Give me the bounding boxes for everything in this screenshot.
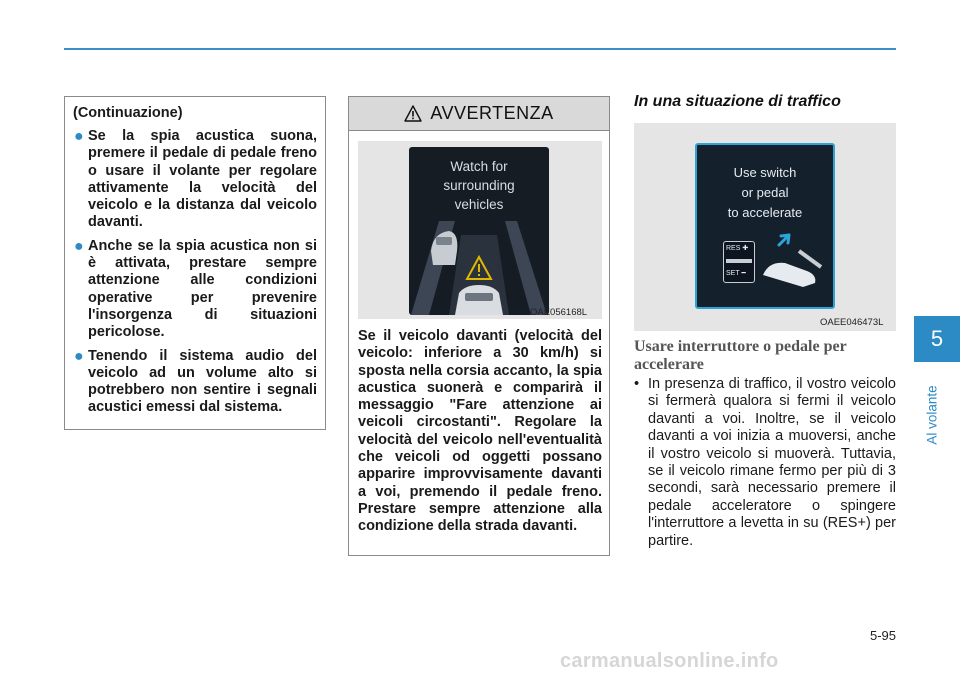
warning-box (348, 96, 610, 556)
cluster-illustration (358, 141, 602, 319)
continuation-box (64, 96, 326, 430)
bullet-dot-icon: ● (74, 237, 84, 255)
road-scene-graphic (409, 147, 549, 315)
warning-title: AVVERTENZA (430, 103, 554, 123)
bullet-dot-icon: • (634, 376, 640, 392)
list-item: • In presenza di traffico, il vostro veicolo si fermerà qualora si fermi il veicolo davanti a voi. Inoltre, se il veicolo davanti a voi inizia a muoversi, anche il vostro veicolo si muoverà. Tuttavia, se il veicolo rimane fermo per più di 3 secondi, sarà necessario premere il pedale acceleratore o spingere l'interruttore a levetta in su (RES+) per partire. (634, 376, 896, 549)
res-set-switch-icon: RES ✚ SET ━ (723, 241, 755, 283)
continuation-list (73, 128, 317, 417)
warning-text: Se il veicolo davanti (velocità del veicolo: inferiore a 30 km/h) si sposta nella corsia accanto, la spia acustica suonerà e comparirà il messaggio "Fare attenzione ai veicoli circostanti". Regolare la velocità del veicolo nell'eventualità che veicoli od oggetti possano apparire improvvisamente davanti a voi, premendo il pedale freno. Prestare sempre attenzione alla condizione della strada davanti. (358, 328, 602, 535)
section-title: In una situazione di traffico (634, 93, 841, 110)
chapter-label: Al volante (924, 385, 940, 445)
display-message: Use switch or pedal to accelerate (727, 165, 803, 220)
warning-triangle-icon (404, 105, 422, 122)
bullet-dot-icon: ● (74, 347, 84, 365)
continuation-label: (Continuazione) (73, 105, 183, 121)
figure-code: OAEE046473L (820, 317, 884, 328)
page-number: 5-95 (869, 628, 896, 643)
warning-header (349, 97, 609, 131)
list-item: ● Se la spia acustica suona, premere il pedale di pedale freno o usare il volante per regolare attivamente la velocità del veicolo e la distanza dal veicolo davanti. (74, 128, 317, 231)
switch-pedal-illustration (634, 123, 896, 331)
figure-code: OAE056168L (530, 307, 588, 318)
watermark: carmanualsonline.info (560, 650, 779, 672)
list-item: ● Tenendo il sistema audio del veicolo ad un volume alto si potrebbero non sentire i segnali acustici emessi dal sistema. (74, 347, 317, 416)
traffic-list (634, 376, 896, 550)
pedal-foot-icon (759, 231, 835, 291)
cluster-display (695, 143, 835, 309)
subsection-title: Usare interruttore o pedale per accelerare (634, 338, 847, 373)
display-message: Watch for surrounding vehicles (443, 159, 515, 212)
top-rule (64, 48, 896, 50)
chapter-tab[interactable]: 5 (914, 316, 960, 362)
list-item: ● Anche se la spia acustica non si è attivata, prestare sempre attenzione alle condizioni operative per prevenire l'insorgenza di situazioni pericolose. (74, 237, 317, 341)
cluster-display (409, 147, 549, 315)
bullet-dot-icon: ● (74, 128, 84, 145)
